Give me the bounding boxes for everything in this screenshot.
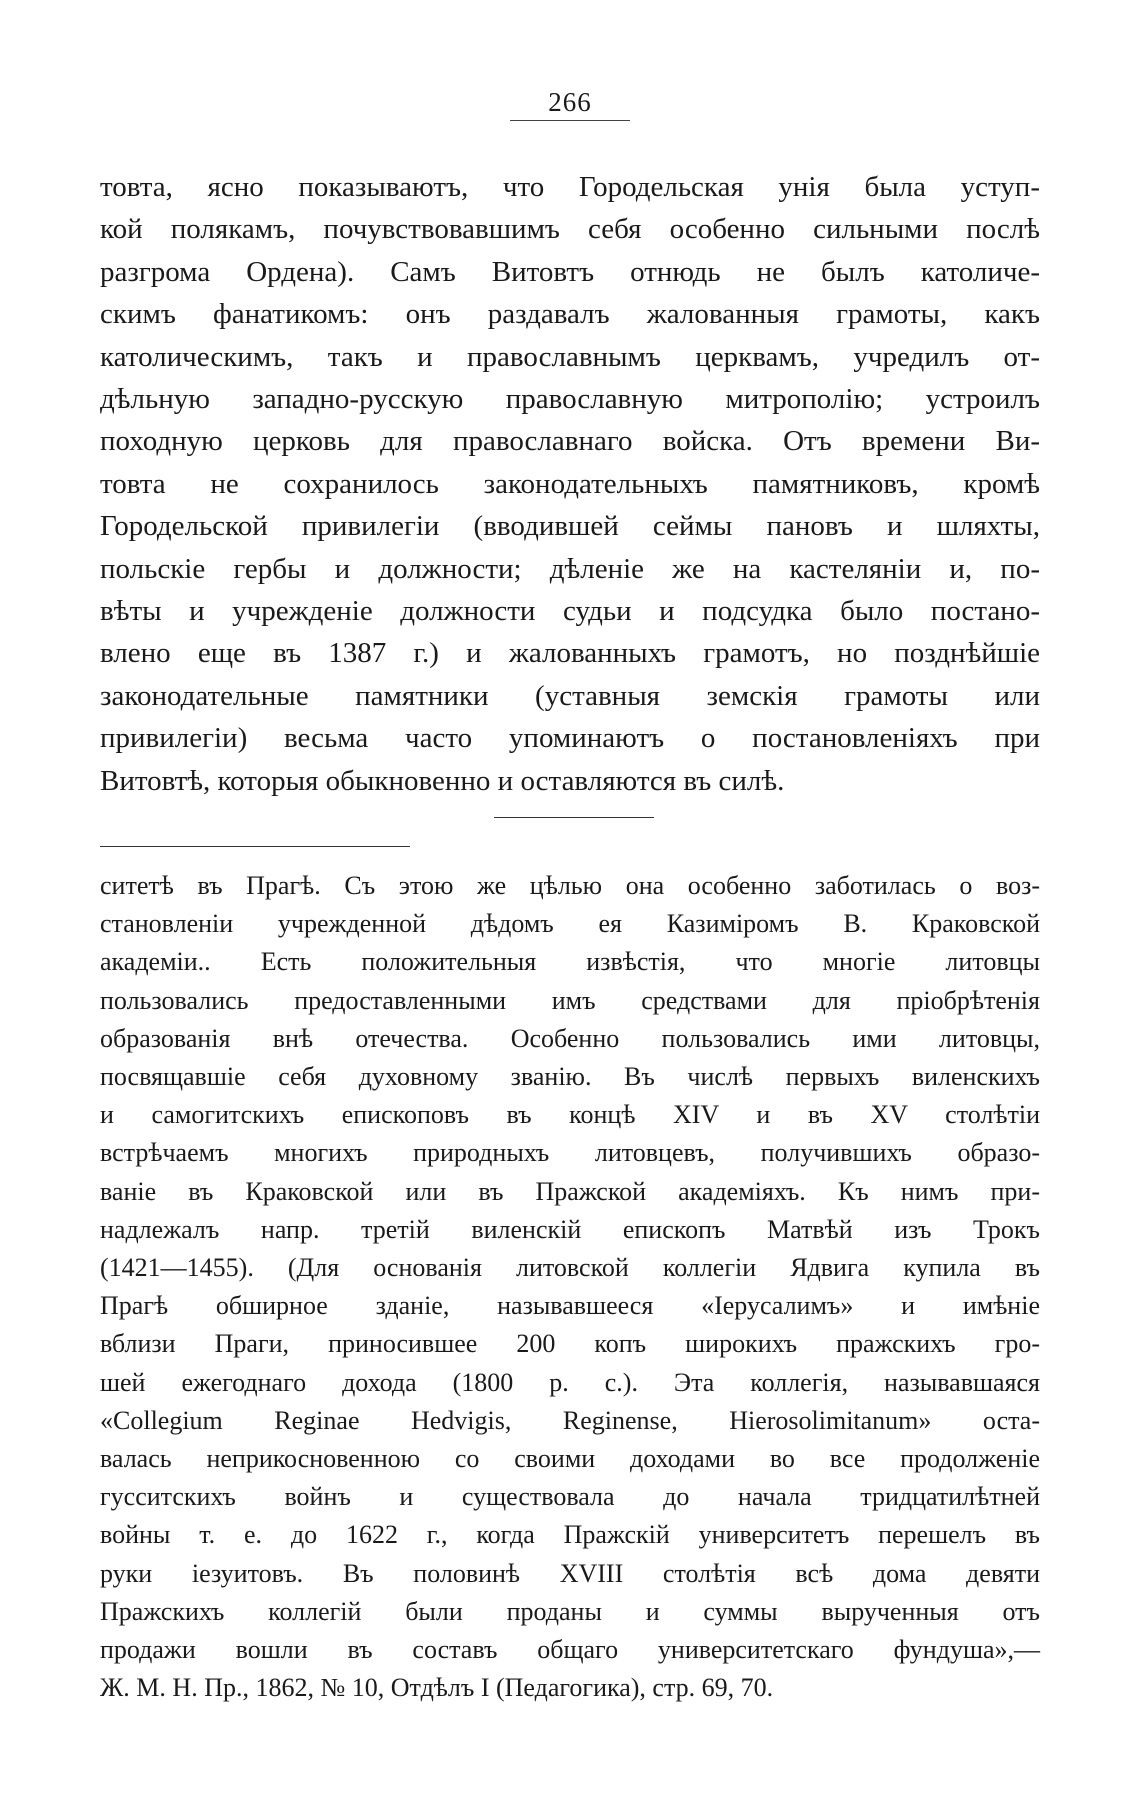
footnote-block [100, 867, 1040, 1707]
section-divider [494, 817, 654, 818]
main-text-line: Витовтѣ, которыя обыкновенно и оставляются въ силѣ. [100, 764, 785, 797]
main-text-line: товта, ясно показываютъ, что Городельская унія была уступ- [100, 171, 1040, 203]
main-text-line: походную церковь для православнаго войска. Отъ времени Ви- [100, 425, 1040, 458]
main-text-line: польскіе гербы и должности; дѣленіе же на кастеляніи и, по- [100, 552, 1040, 585]
footnote-line: образованія внѣ отечества. Особенно пользовались ими литовцы, [100, 1023, 1040, 1053]
footnote-line: и самогитскихъ епископовъ въ концѣ XIV и въ XV столѣтіи [100, 1100, 1040, 1130]
page-number: 266 [548, 87, 592, 117]
footnote-line: «Collegium Reginae Hedvigis, Reginense, Hierosolimitanum» оста- [100, 1405, 1040, 1435]
main-text-line: законодательные памятники (уставныя земскія грамоты или [100, 679, 1040, 712]
footnote-line: становленіи учрежденной дѣдомъ ея Казиміромъ В. Краковской [100, 909, 1040, 939]
footnote-line: (1421—1455). (Для основанія литовской коллегіи Ядвига купила въ [100, 1253, 1040, 1283]
main-text-line: привилегіи) весьма часто упоминаютъ о постановленіяхъ при [100, 722, 1040, 755]
main-text-line: разгрома Ордена). Самъ Витовтъ отнюдь не былъ католиче- [100, 255, 1040, 288]
footnote-line: надлежалъ напр. третій виленскій епископъ Матвѣй изъ Трокъ [100, 1214, 1040, 1244]
main-text-line: дѣльную западно-русскую православную митрополію; устроилъ [100, 383, 1040, 416]
main-text-line: Городельской привилегіи (вводившей сеймы пановъ и шляхты, [100, 510, 1040, 543]
main-text-block [100, 166, 1040, 802]
footnote-line: встрѣчаемъ многихъ природныхъ литовцевъ, получившихъ образо- [100, 1138, 1040, 1168]
footnote-line: вблизи Праги, приносившее 200 копъ широкихъ пражскихъ гро- [100, 1329, 1040, 1359]
footnote-citation: Ж. М. Н. Пр., 1862, № 10, Отдѣлъ I (Педагогика), стр. 69, 70. [100, 1673, 774, 1703]
footnote-line: валась неприкосновенною со своими доходами во все продолженіе [100, 1444, 1040, 1474]
footnote-line: Пражскихъ коллегій были проданы и суммы вырученныя отъ [100, 1596, 1040, 1626]
footnote-line: продажи вошли въ составъ общаго университетскаго фундуша»,— [100, 1635, 1040, 1665]
footnote-line: шей ежегоднаго дохода (1800 р. с.). Эта коллегія, называвшаяся [100, 1367, 1040, 1397]
footnote-line: ситетѣ въ Прагѣ. Съ этою же цѣлью она особенно заботилась о воз- [100, 871, 1040, 900]
main-text-line: товта не сохранилось законодательныхъ памятниковъ, кромѣ [100, 467, 1040, 500]
main-text-line: католическимъ, такъ и православнымъ церквамъ, учредилъ от- [100, 340, 1040, 373]
footnote-line: руки іезуитовъ. Въ половинѣ XVIII столѣтія всѣ дома девяти [100, 1558, 1040, 1588]
footnote-line: войны т. е. до 1622 г., когда Пражскій университетъ перешелъ въ [100, 1520, 1040, 1550]
main-text-line: кой полякамъ, почувствовавшимъ себя особенно сильными послѣ [100, 213, 1040, 246]
main-text-line: влено еще въ 1387 г.) и жалованныхъ грамотъ, но позднѣйшіе [100, 637, 1040, 670]
footnote-line: пользовались предоставленными имъ средствами для пріобрѣтенія [100, 985, 1040, 1015]
footnote-line: Прагѣ обширное зданіе, называвшееся «Іерусалимъ» и имѣніе [100, 1291, 1040, 1321]
main-text-line: вѣты и учрежденіе должности судьи и подсудка было постано- [100, 595, 1040, 628]
footnote-line: гусситскихъ войнъ и существовала до начала тридцатилѣтней [100, 1482, 1040, 1512]
footnote-separator [100, 846, 410, 847]
footnote-line: посвящавшіе себя духовному званію. Въ числѣ первыхъ виленскихъ [100, 1062, 1040, 1092]
footnote-line: ваніе въ Краковской или въ Пражской академіяхъ. Къ нимъ при- [100, 1176, 1040, 1206]
footnote-line: академіи.. Есть положительныя извѣстія, что многіе литовцы [100, 947, 1040, 977]
page-number-underline [510, 120, 630, 121]
main-text-line: скимъ фанатикомъ: онъ раздавалъ жалованныя грамоты, какъ [100, 298, 1040, 331]
